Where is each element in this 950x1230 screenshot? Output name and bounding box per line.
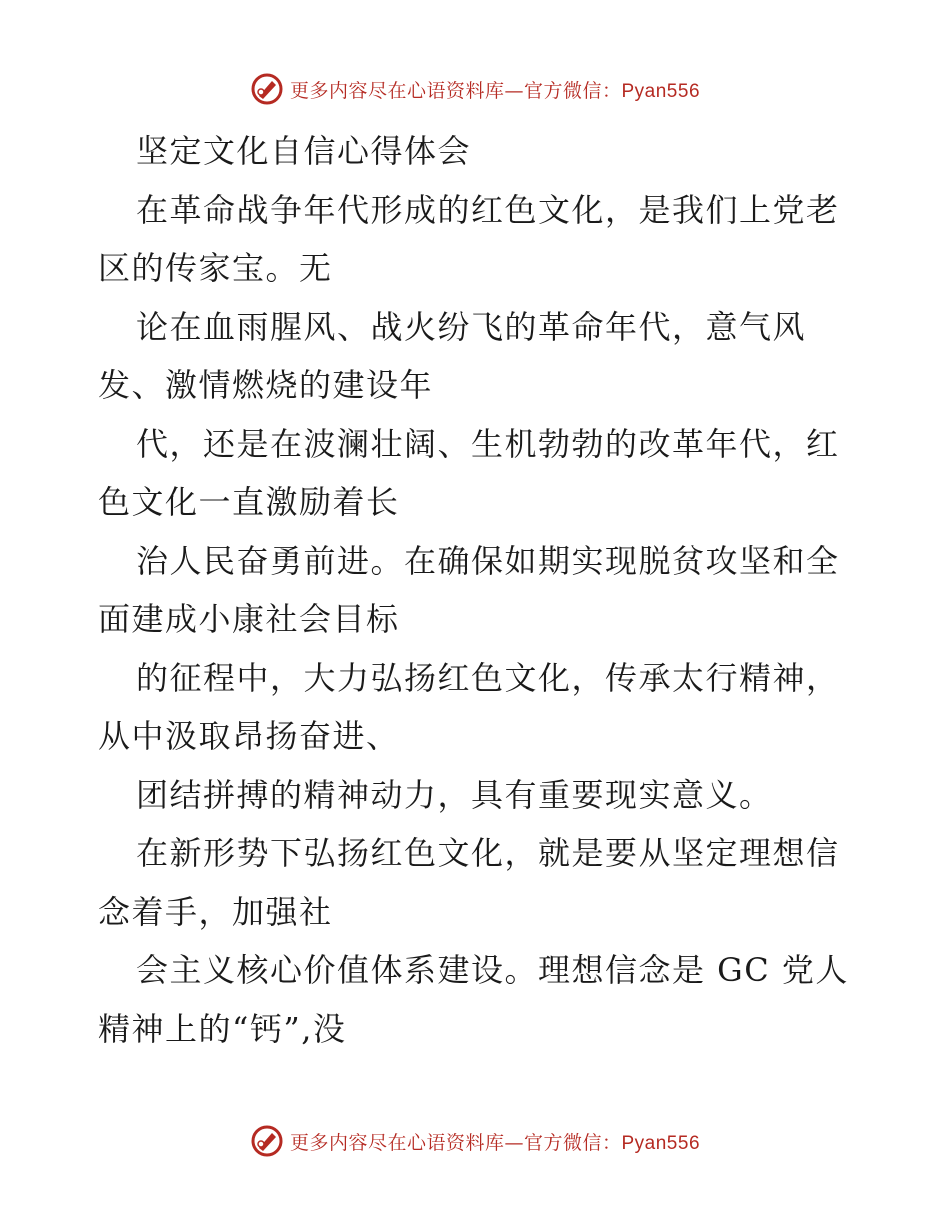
text-line: 在新形势下弘扬红色文化，就是要从坚定理想信 (136, 834, 840, 872)
text-line: 精神上的“钙”,没 (98, 1009, 347, 1048)
brand-logo-icon (250, 72, 284, 106)
text-line: 论在血雨腥风、战火纷飞的革命年代，意气风 (136, 307, 807, 346)
footer-banner-text: 更多内容尽在心语资料库—官方微信：Pyan556 (289, 1131, 701, 1154)
brand-logo-icon (250, 1124, 284, 1158)
text-line: 代，还是在波澜壮阔、生机勃勃的改革年代，红 (136, 424, 840, 463)
text-line: 在革命战争年代形成的红色文化，是我们上党老 (136, 190, 840, 229)
text-line: 的征程中，大力弘扬红色文化，传承太行精神， (136, 658, 840, 697)
header-wechat-id: Pyan556 (621, 80, 701, 102)
header-banner (0, 72, 950, 106)
header-banner-text: 更多内容尽在心语资料库—官方微信：Pyan556 (289, 79, 701, 102)
text-line: 色文化一直激励着长 (98, 483, 400, 521)
footer-banner (0, 1124, 950, 1158)
text-line: 念着手，加强社 (98, 892, 333, 931)
text-line: 治人民奋勇前进。在确保如期实现脱贫攻坚和全 (136, 541, 840, 580)
document-body (98, 122, 858, 1058)
text-line: 区的传家宝。无 (98, 249, 333, 287)
document-title: 坚定文化自信心得体会 (136, 132, 472, 170)
text-line: 面建成小康社会目标 (98, 600, 400, 638)
text-line: 会主义核心价值体系建设。理想信念是 GC 党人 (136, 951, 849, 989)
text-line: 发、激情燃烧的建设年 (98, 366, 434, 404)
text-line: 从中汲取昂扬奋进、 (98, 717, 400, 755)
footer-wechat-id: Pyan556 (621, 1132, 701, 1154)
text-line: 团结拼搏的精神动力，具有重要现实意义。 (136, 775, 773, 814)
